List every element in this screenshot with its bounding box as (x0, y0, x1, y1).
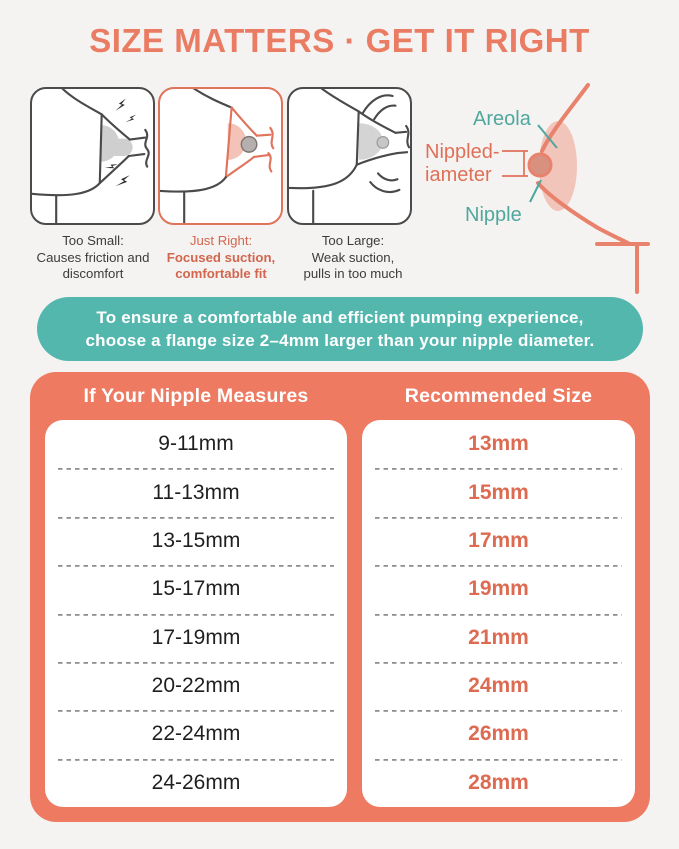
fit-card-too-small (30, 87, 155, 225)
table-cell-size: 15mm (362, 468, 635, 516)
table-cell-size: 28mm (362, 759, 635, 807)
just-right-illustration-icon (160, 89, 281, 223)
areola-label: Areola (473, 108, 531, 130)
caption-line: pulls in too much (303, 266, 403, 281)
table-cell-measure: 13-15mm (45, 517, 347, 565)
column-header-nipple-measures: If Your Nipple Measures (83, 384, 309, 407)
caption-title: Just Right: (189, 233, 253, 248)
size-table (30, 372, 650, 822)
table-cell-measure: 22-24mm (45, 710, 347, 758)
caption-just-right (148, 233, 294, 283)
table-cell-size: 24mm (362, 662, 635, 710)
banner-line-2: choose a flange size 2–4mm larger than your nipple diameter. (85, 331, 595, 350)
caption-too-large (280, 233, 426, 283)
table-cell-measure: 24-26mm (45, 759, 347, 807)
nipple-label: Nipple (465, 204, 522, 226)
column-header-recommended-size: Recommended Size (404, 384, 593, 407)
fit-card-too-large (287, 87, 412, 225)
caption-line: Weak suction, (311, 249, 395, 265)
breast-anatomy-diagram (413, 80, 679, 305)
caption-line: discomfort (62, 266, 124, 281)
table-cell-size: 13mm (468, 432, 529, 456)
measure-column (45, 420, 347, 807)
table-cell-measure: 11-13mm (45, 468, 347, 516)
too-large-illustration-icon (289, 89, 410, 223)
table-cell-size: 17mm (362, 517, 635, 565)
nipple-shape (529, 154, 551, 176)
caption-too-small (20, 233, 166, 283)
size-column (362, 420, 635, 807)
fit-card-just-right (158, 87, 283, 225)
caption-title: Too Small: (62, 233, 124, 248)
caption-line: Focused suction, (166, 249, 276, 265)
table-cell-measure: 9-11mm (158, 432, 234, 456)
page-title: SIZE MATTERS · GET IT RIGHT (89, 22, 590, 59)
advice-banner (37, 297, 643, 361)
table-cell-size: 21mm (362, 614, 635, 662)
table-cell-measure: 15-17mm (45, 565, 347, 613)
table-cell-measure: 17-19mm (45, 614, 347, 662)
table-cell-size: 19mm (362, 565, 635, 613)
nipple-diameter-label-line1: Nippled- (425, 141, 500, 163)
table-cell-measure: 20-22mm (45, 662, 347, 710)
breast-diagram-icon (413, 80, 679, 300)
diameter-bracket (502, 151, 528, 176)
table-cell-size: 26mm (362, 710, 635, 758)
nipple-diameter-label-line2: iameter (425, 164, 492, 186)
caption-line: Causes friction and (36, 249, 150, 265)
caption-line: comfortable fit (175, 266, 267, 281)
banner-line-1: To ensure a comfortable and efficient pumping experience, (96, 308, 584, 327)
nipple-pointer-line (530, 180, 541, 202)
too-small-illustration-icon (32, 89, 153, 223)
caption-title: Too Large: (321, 233, 385, 248)
